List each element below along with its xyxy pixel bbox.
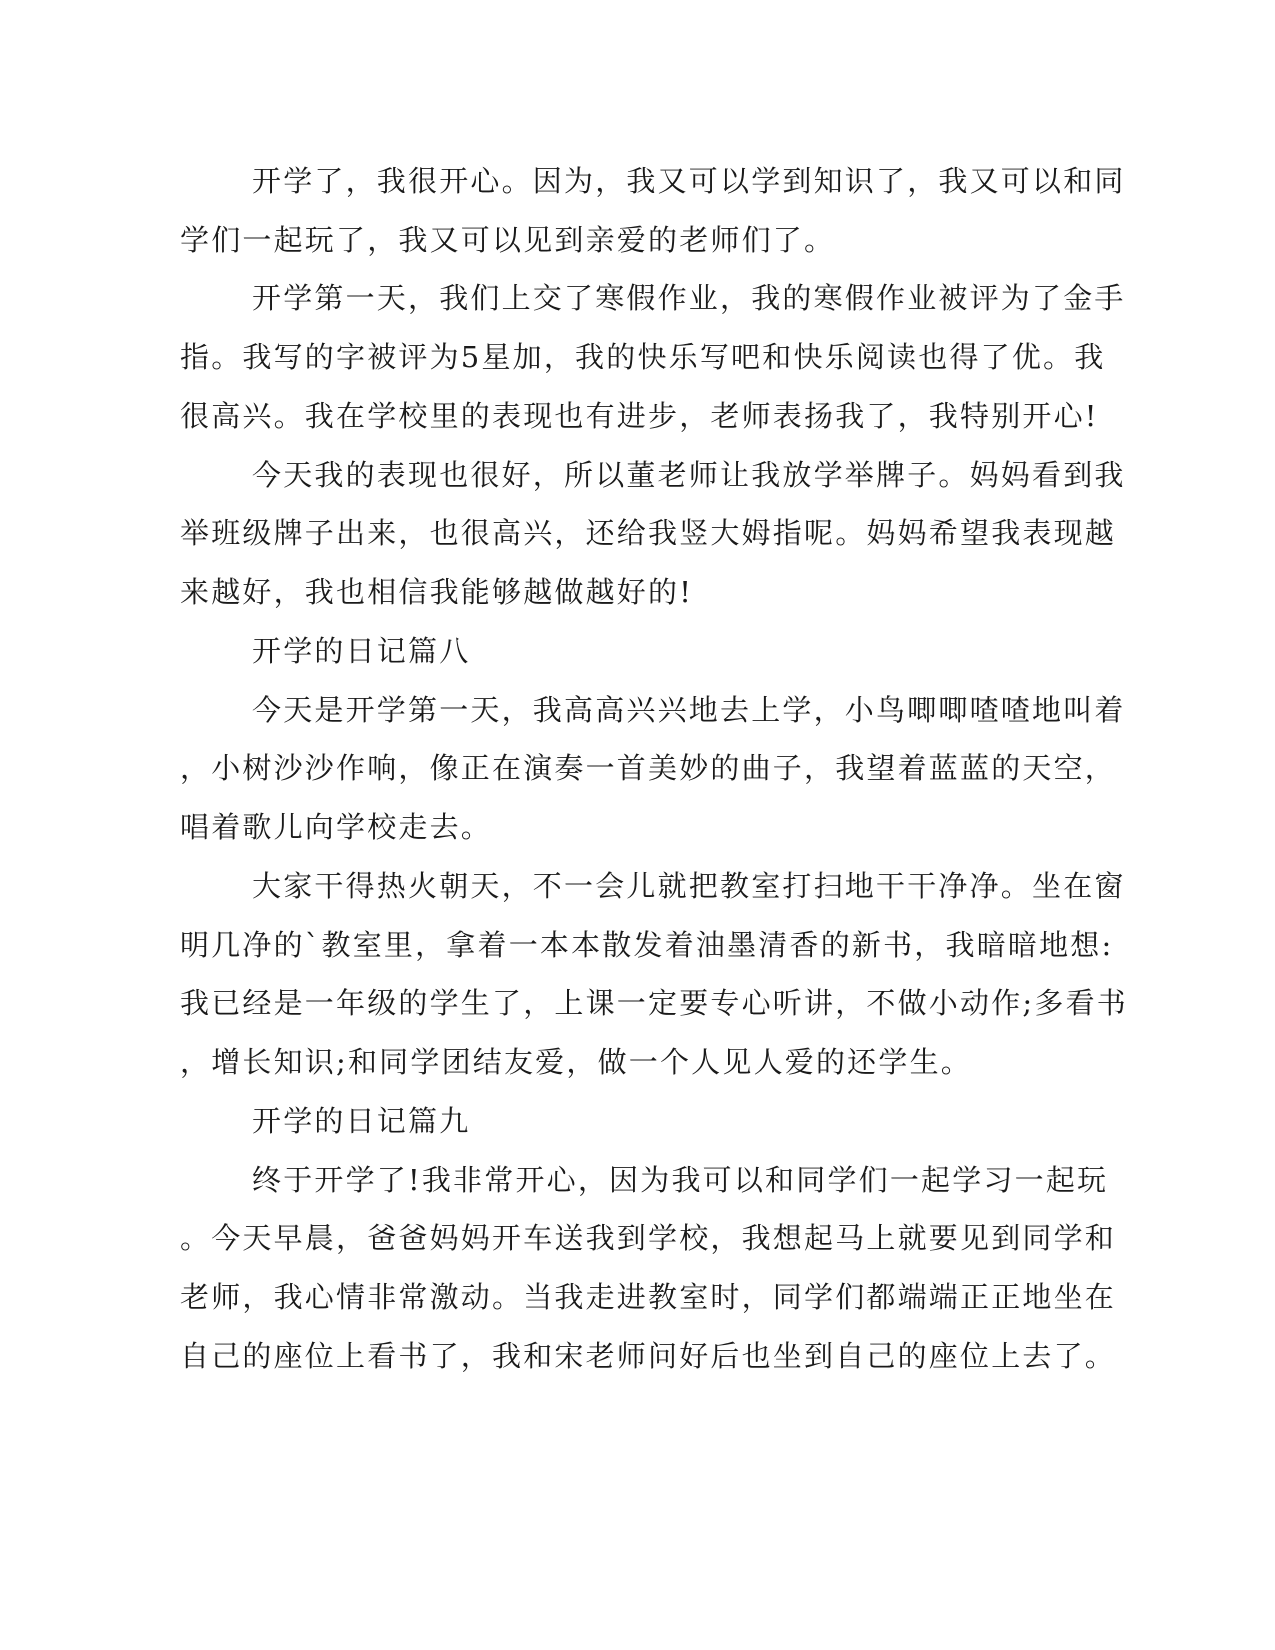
text-line: 来越好，我也相信我能够越做越好的! — [180, 575, 694, 609]
section-heading: 开学的日记篇八 — [252, 634, 471, 668]
text-line: 我已经是一年级的学生了，上课一定要专心听讲，不做小动作;多看书 — [180, 986, 1128, 1020]
text-line: 老师，我心情非常激动。当我走进教室时，同学们都端端正正地坐在 — [180, 1280, 1117, 1314]
text-line: 今天我的表现也很好，所以董老师让我放学举牌子。妈妈看到我 — [252, 458, 1126, 492]
section-heading: 开学的日记篇九 — [252, 1104, 471, 1138]
text-line: 今天是开学第一天，我高高兴兴地去上学，小鸟唧唧喳喳地叫着 — [252, 693, 1126, 727]
text-line: 学们一起玩了，我又可以见到亲爱的老师们了。 — [180, 223, 836, 257]
text-line: ，增长知识;和同学团结友爱，做一个人见人爱的还学生。 — [180, 1045, 972, 1079]
text-line: 。今天早晨，爸爸妈妈开车送我到学校，我想起马上就要见到同学和 — [180, 1221, 1117, 1255]
text-line: 举班级牌子出来，也很高兴，还给我竖大姆指呢。妈妈希望我表现越 — [180, 516, 1117, 550]
text-line: 开学第一天，我们上交了寒假作业，我的寒假作业被评为了金手 — [252, 281, 1126, 315]
text-line: ，小树沙沙作响，像正在演奏一首美妙的曲子，我望着蓝蓝的天空， — [180, 751, 1117, 785]
text-line: 开学了，我很开心。因为，我又可以学到知识了，我又可以和同 — [252, 164, 1126, 198]
text-line: 指。我写的字被评为5星加，我的快乐写吧和快乐阅读也得了优。我 — [180, 340, 1106, 374]
text-line: 明几净的`教室里，拿着一本本散发着油墨清香的新书，我暗暗地想: — [180, 928, 1114, 962]
text-line: 很高兴。我在学校里的表现也有进步，老师表扬我了，我特别开心! — [180, 399, 1099, 433]
text-line: 大家干得热火朝天，不一会儿就把教室打扫地干干净净。坐在窗 — [252, 869, 1126, 903]
text-line: 终于开学了!我非常开心，因为我可以和同学们一起学习一起玩 — [252, 1163, 1109, 1197]
text-line: 唱着歌儿向学校走去。 — [180, 810, 493, 844]
text-line: 自己的座位上看书了，我和宋老师问好后也坐到自己的座位上去了。 — [180, 1339, 1117, 1373]
